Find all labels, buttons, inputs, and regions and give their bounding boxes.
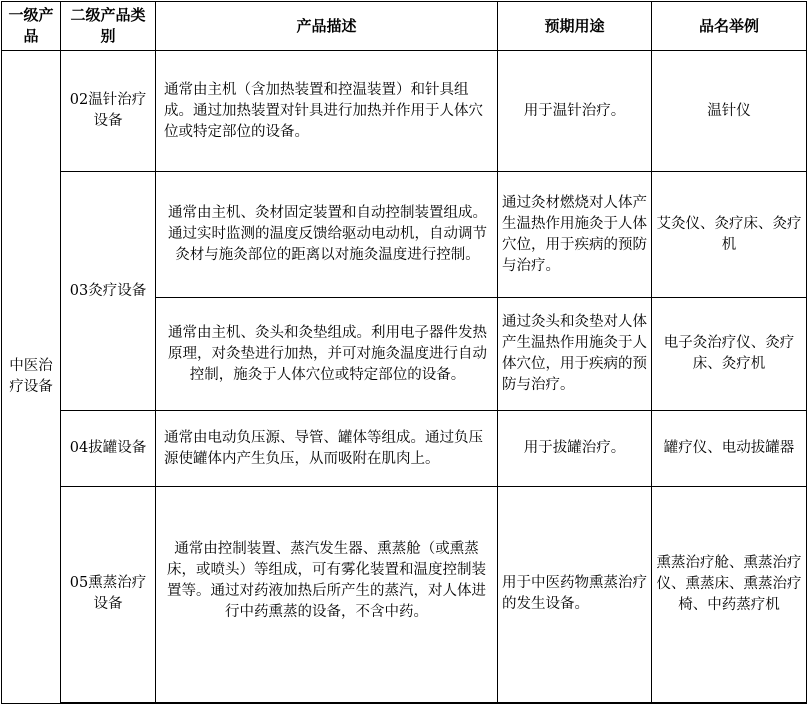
intended-use-cell bbox=[498, 172, 652, 298]
subcategory-cell bbox=[61, 487, 156, 703]
intended-use-cell bbox=[498, 411, 652, 487]
examples-text: 艾灸仪、灸疗床、灸疗机 bbox=[656, 215, 802, 253]
header-examples: 品名举例 bbox=[652, 2, 807, 51]
level1-category: 中医治疗设备 bbox=[9, 358, 53, 395]
subcategory-name: 05熏蒸治疗设备 bbox=[69, 575, 147, 612]
intended-use-text: 通过灸材燃烧对人体产生温热作用施灸于人体穴位，用于疾病的预防与治疗。 bbox=[502, 194, 647, 274]
description-cell bbox=[156, 298, 498, 411]
description-text: 通常由电动负压源、导管、罐体等组成。通过负压源使罐体内产生负压，从而吸附在肌肉上。 bbox=[164, 429, 483, 467]
description-cell bbox=[156, 172, 498, 298]
intended-use-text: 通过灸头和灸垫对人体产生温热作用施灸于人体穴位，用于疾病的预防与治疗。 bbox=[502, 314, 647, 393]
table-row bbox=[2, 487, 807, 703]
table-row bbox=[2, 51, 807, 172]
subcategory-cell bbox=[61, 411, 156, 487]
description-cell bbox=[156, 51, 498, 172]
examples-cell bbox=[652, 411, 807, 487]
description-text: 通常由主机（含加热装置和控温装置）和针具组成。通过加热装置对针具进行加热并作用于人体穴位或特定部位的设备。 bbox=[164, 81, 483, 140]
table-row bbox=[2, 411, 807, 487]
header-row bbox=[2, 2, 807, 51]
table-row bbox=[2, 172, 807, 298]
intended-use-cell bbox=[498, 487, 652, 703]
product-classification-table bbox=[1, 1, 807, 704]
empty-cell bbox=[156, 703, 498, 704]
examples-text: 电子灸治疗仪、灸疗床、灸疗机 bbox=[663, 335, 795, 372]
subcategory-name: 04拔罐设备 bbox=[69, 440, 147, 456]
examples-cell bbox=[652, 487, 807, 703]
intended-use-text: 用于拔罐治疗。 bbox=[523, 440, 626, 456]
examples-text: 温针仪 bbox=[707, 102, 751, 119]
subcategory-cell bbox=[61, 51, 156, 172]
description-text: 通常由主机、灸材固定装置和自动控制装置组成。通过实时监测的温度反馈给驱动电动机，自动调节灸材与施灸部位的距离以对施灸温度进行控制。 bbox=[168, 205, 487, 263]
intended-use-cell bbox=[498, 51, 652, 172]
description-text: 通常由主机、灸头和灸垫组成。利用电子器件发热原理，对灸垫进行加热，并可对施灸温度进行自动控制，施灸于人体穴位或特定部位的设备。 bbox=[168, 324, 487, 383]
subcategory-name: 03灸疗设备 bbox=[69, 282, 147, 299]
intended-use-text: 用于中医药物熏蒸治疗的发生设备。 bbox=[502, 575, 647, 612]
level1-category-cell bbox=[2, 51, 61, 704]
table-row-continuation bbox=[2, 703, 807, 704]
header-level2: 二级产品类别 bbox=[61, 2, 156, 51]
examples-text: 熏蒸治疗舱、熏蒸治疗仪、熏蒸床、熏蒸治疗椅、中药蒸疗机 bbox=[656, 555, 802, 613]
empty-cell bbox=[498, 703, 652, 704]
subcategory-name: 02温针治疗设备 bbox=[69, 92, 147, 129]
description-cell bbox=[156, 487, 498, 703]
header-intended-use: 预期用途 bbox=[498, 2, 652, 51]
examples-text: 罐疗仪、电动拔罐器 bbox=[663, 440, 795, 456]
description-text: 通常由控制装置、蒸汽发生器、熏蒸舱（或熏蒸床，或喷头）等组成，可有雾化装置和温度控制装置等。通过对药液加热后所产生的蒸汽，对人体进行中药熏蒸的设备，不含中药。 bbox=[167, 541, 486, 620]
empty-cell bbox=[652, 703, 807, 704]
intended-use-cell bbox=[498, 298, 652, 411]
empty-cell bbox=[61, 703, 156, 704]
subcategory-cell bbox=[61, 172, 156, 411]
intended-use-text: 用于温针治疗。 bbox=[523, 102, 626, 119]
header-level1: 一级产品 bbox=[2, 2, 61, 51]
examples-cell bbox=[652, 172, 807, 298]
description-cell bbox=[156, 411, 498, 487]
header-description: 产品描述 bbox=[156, 2, 498, 51]
examples-cell bbox=[652, 298, 807, 411]
examples-cell bbox=[652, 51, 807, 172]
